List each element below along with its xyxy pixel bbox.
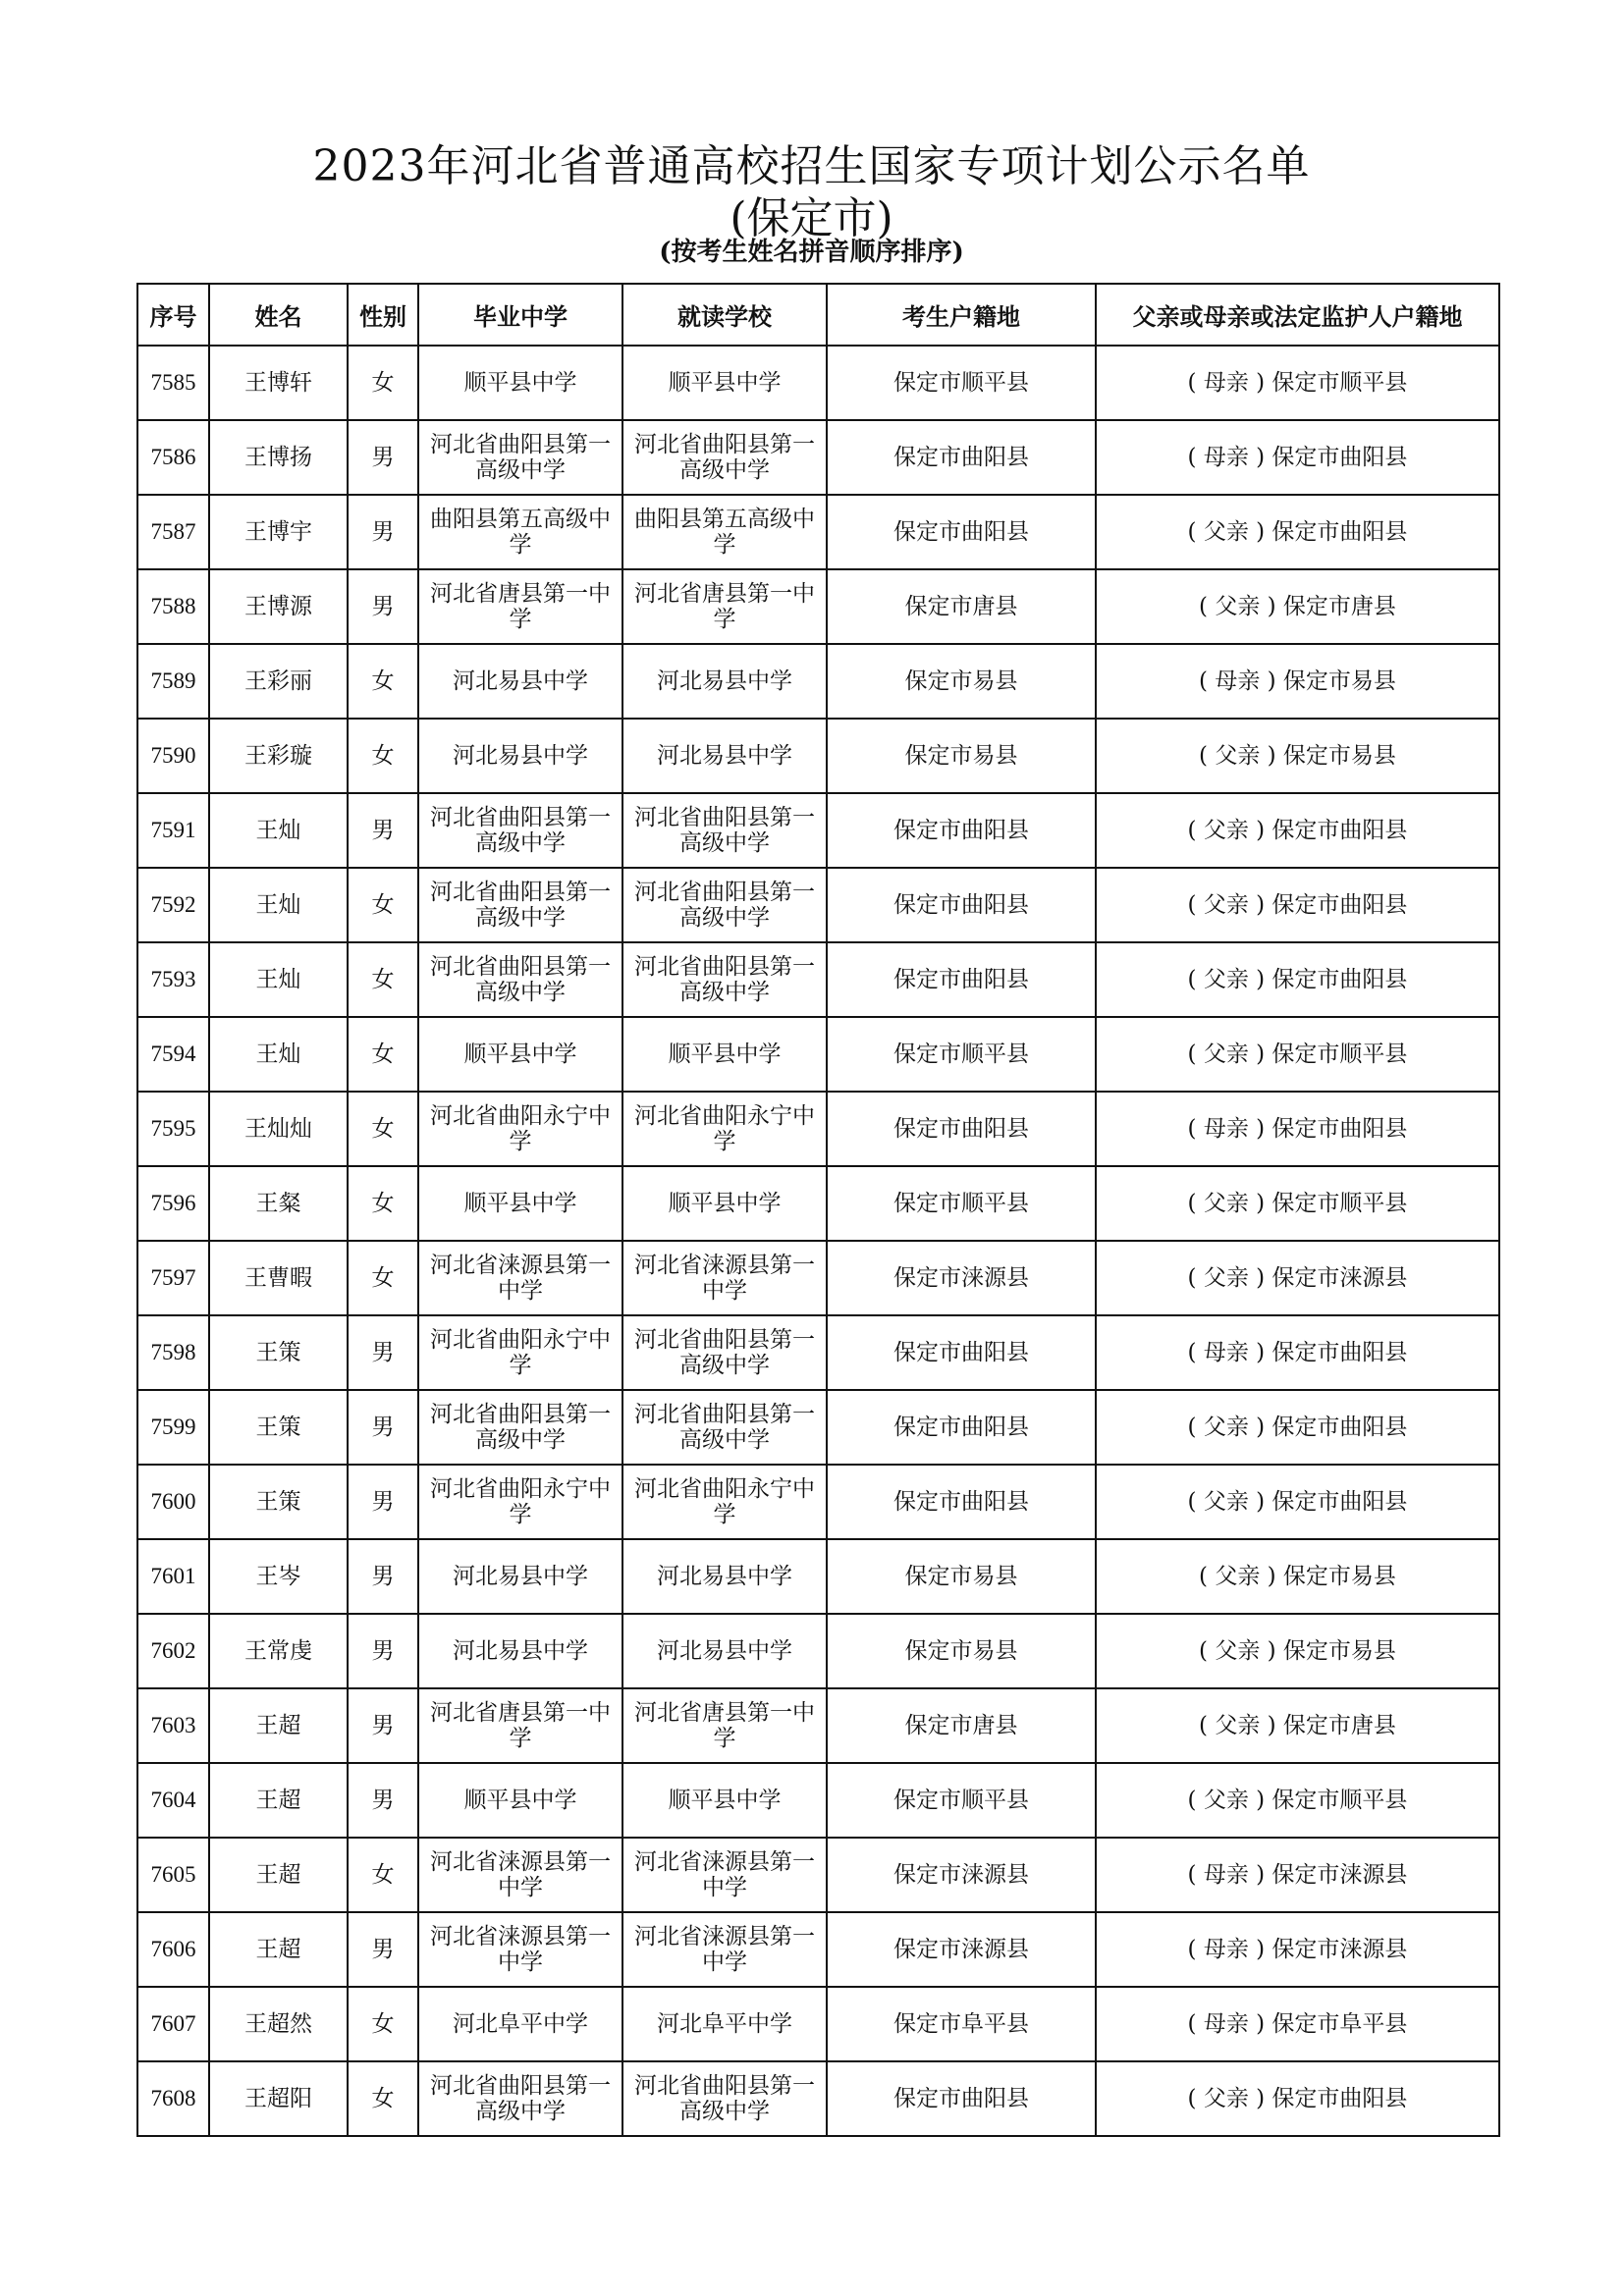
cell-guardian-hukou: ( 母亲 ) 保定市曲阳县 — [1096, 420, 1499, 495]
cell-gender: 男 — [348, 1614, 418, 1688]
table-row — [137, 1539, 1499, 1614]
table-row — [137, 1465, 1499, 1539]
cell-guardian-hukou: ( 父亲 ) 保定市涞源县 — [1096, 1241, 1499, 1315]
cell-guardian-hukou: ( 母亲 ) 保定市曲阳县 — [1096, 1315, 1499, 1390]
cell-study-school: 河北省曲阳永宁中学 — [622, 1465, 827, 1539]
cell-grad-school: 河北省涞源县第一中学 — [418, 1912, 622, 1987]
cell-id: 7608 — [137, 2061, 209, 2136]
cell-name: 王博轩 — [209, 346, 348, 420]
header-grad-school: 毕业中学 — [418, 284, 622, 346]
roster-table — [136, 283, 1500, 2137]
cell-grad-school: 河北易县中学 — [418, 644, 622, 719]
cell-study-school: 河北易县中学 — [622, 1539, 827, 1614]
cell-hukou: 保定市曲阳县 — [827, 1390, 1096, 1465]
cell-id: 7599 — [137, 1390, 209, 1465]
cell-study-school: 曲阳县第五高级中学 — [622, 495, 827, 569]
cell-grad-school: 河北省曲阳县第一高级中学 — [418, 868, 622, 942]
cell-gender: 男 — [348, 569, 418, 644]
table-row — [137, 1987, 1499, 2061]
table-row — [137, 1092, 1499, 1166]
cell-study-school: 河北省涞源县第一中学 — [622, 1912, 827, 1987]
cell-guardian-hukou: ( 母亲 ) 保定市顺平县 — [1096, 346, 1499, 420]
cell-name: 王超 — [209, 1838, 348, 1912]
cell-study-school: 河北省曲阳县第一高级中学 — [622, 793, 827, 868]
cell-name: 王常虔 — [209, 1614, 348, 1688]
cell-guardian-hukou: ( 父亲 ) 保定市易县 — [1096, 1539, 1499, 1614]
cell-study-school: 顺平县中学 — [622, 1166, 827, 1241]
cell-name: 王灿灿 — [209, 1092, 348, 1166]
cell-grad-school: 河北省曲阳永宁中学 — [418, 1092, 622, 1166]
cell-hukou: 保定市易县 — [827, 719, 1096, 793]
cell-grad-school: 河北省曲阳县第一高级中学 — [418, 1390, 622, 1465]
cell-gender: 女 — [348, 1017, 418, 1092]
table-row — [137, 1614, 1499, 1688]
table-row — [137, 1390, 1499, 1465]
cell-name: 王策 — [209, 1315, 348, 1390]
cell-grad-school: 河北省涞源县第一中学 — [418, 1838, 622, 1912]
table-row — [137, 942, 1499, 1017]
cell-gender: 女 — [348, 1838, 418, 1912]
table-row — [137, 346, 1499, 420]
cell-id: 7605 — [137, 1838, 209, 1912]
cell-gender: 男 — [348, 1315, 418, 1390]
cell-grad-school: 河北易县中学 — [418, 719, 622, 793]
cell-study-school: 河北易县中学 — [622, 644, 827, 719]
cell-id: 7597 — [137, 1241, 209, 1315]
cell-hukou: 保定市阜平县 — [827, 1987, 1096, 2061]
cell-guardian-hukou: ( 母亲 ) 保定市涞源县 — [1096, 1912, 1499, 1987]
cell-hukou: 保定市曲阳县 — [827, 868, 1096, 942]
cell-gender: 男 — [348, 1912, 418, 1987]
cell-gender: 男 — [348, 1390, 418, 1465]
table-row — [137, 1688, 1499, 1763]
cell-gender: 男 — [348, 1763, 418, 1838]
cell-guardian-hukou: ( 父亲 ) 保定市唐县 — [1096, 1688, 1499, 1763]
cell-id: 7603 — [137, 1688, 209, 1763]
cell-hukou: 保定市顺平县 — [827, 1763, 1096, 1838]
cell-gender: 女 — [348, 1092, 418, 1166]
table-row — [137, 868, 1499, 942]
cell-study-school: 河北省涞源县第一中学 — [622, 1241, 827, 1315]
cell-id: 7596 — [137, 1166, 209, 1241]
cell-grad-school: 河北省唐县第一中学 — [418, 569, 622, 644]
cell-grad-school: 河北省曲阳永宁中学 — [418, 1465, 622, 1539]
cell-id: 7595 — [137, 1092, 209, 1166]
cell-hukou: 保定市曲阳县 — [827, 942, 1096, 1017]
cell-guardian-hukou: ( 母亲 ) 保定市易县 — [1096, 644, 1499, 719]
cell-hukou: 保定市涞源县 — [827, 1838, 1096, 1912]
cell-grad-school: 顺平县中学 — [418, 346, 622, 420]
cell-hukou: 保定市曲阳县 — [827, 1465, 1096, 1539]
table-row — [137, 1241, 1499, 1315]
cell-study-school: 河北省曲阳县第一高级中学 — [622, 868, 827, 942]
cell-name: 王曹暇 — [209, 1241, 348, 1315]
cell-id: 7607 — [137, 1987, 209, 2061]
cell-name: 王博宇 — [209, 495, 348, 569]
cell-study-school: 河北省曲阳县第一高级中学 — [622, 1390, 827, 1465]
table-row — [137, 420, 1499, 495]
cell-id: 7589 — [137, 644, 209, 719]
cell-study-school: 河北易县中学 — [622, 1614, 827, 1688]
cell-guardian-hukou: ( 父亲 ) 保定市顺平县 — [1096, 1166, 1499, 1241]
cell-grad-school: 顺平县中学 — [418, 1017, 622, 1092]
cell-grad-school: 河北阜平中学 — [418, 1987, 622, 2061]
cell-gender: 男 — [348, 495, 418, 569]
cell-id: 7601 — [137, 1539, 209, 1614]
cell-guardian-hukou: ( 父亲 ) 保定市曲阳县 — [1096, 793, 1499, 868]
cell-study-school: 顺平县中学 — [622, 1017, 827, 1092]
cell-name: 王超 — [209, 1912, 348, 1987]
sort-note: (按考生姓名拼音顺序排序) — [659, 238, 964, 267]
cell-guardian-hukou: ( 父亲 ) 保定市顺平县 — [1096, 1763, 1499, 1838]
cell-id: 7588 — [137, 569, 209, 644]
cell-guardian-hukou: ( 母亲 ) 保定市阜平县 — [1096, 1987, 1499, 2061]
header-hukou: 考生户籍地 — [827, 284, 1096, 346]
cell-name: 王博源 — [209, 569, 348, 644]
cell-hukou: 保定市顺平县 — [827, 1017, 1096, 1092]
cell-gender: 女 — [348, 2061, 418, 2136]
cell-guardian-hukou: ( 父亲 ) 保定市曲阳县 — [1096, 1390, 1499, 1465]
header-row — [137, 284, 1499, 346]
cell-hukou: 保定市曲阳县 — [827, 793, 1096, 868]
cell-name: 王超然 — [209, 1987, 348, 2061]
cell-name: 王超阳 — [209, 2061, 348, 2136]
cell-gender: 女 — [348, 868, 418, 942]
cell-id: 7594 — [137, 1017, 209, 1092]
cell-grad-school: 河北省唐县第一中学 — [418, 1688, 622, 1763]
document-subtitle: (保定市) — [730, 193, 893, 243]
header-guardian-hukou: 父亲或母亲或法定监护人户籍地 — [1096, 284, 1499, 346]
table-row — [137, 495, 1499, 569]
cell-grad-school: 河北省曲阳县第一高级中学 — [418, 2061, 622, 2136]
cell-gender: 女 — [348, 719, 418, 793]
cell-study-school: 河北省唐县第一中学 — [622, 1688, 827, 1763]
table-row — [137, 1912, 1499, 1987]
cell-id: 7591 — [137, 793, 209, 868]
cell-hukou: 保定市易县 — [827, 1539, 1096, 1614]
cell-guardian-hukou: ( 父亲 ) 保定市顺平县 — [1096, 1017, 1499, 1092]
cell-guardian-hukou: ( 父亲 ) 保定市曲阳县 — [1096, 942, 1499, 1017]
cell-hukou: 保定市唐县 — [827, 569, 1096, 644]
cell-gender: 女 — [348, 1166, 418, 1241]
header-gender: 性别 — [348, 284, 418, 346]
cell-grad-school: 河北省曲阳县第一高级中学 — [418, 793, 622, 868]
cell-grad-school: 河北省曲阳永宁中学 — [418, 1315, 622, 1390]
cell-id: 7592 — [137, 868, 209, 942]
cell-study-school: 河北省曲阳县第一高级中学 — [622, 2061, 827, 2136]
cell-grad-school: 河北易县中学 — [418, 1614, 622, 1688]
cell-hukou: 保定市唐县 — [827, 1688, 1096, 1763]
cell-name: 王彩璇 — [209, 719, 348, 793]
cell-name: 王粲 — [209, 1166, 348, 1241]
cell-name: 王博扬 — [209, 420, 348, 495]
cell-gender: 女 — [348, 644, 418, 719]
table-row — [137, 1763, 1499, 1838]
header-id: 序号 — [137, 284, 209, 346]
cell-study-school: 河北省唐县第一中学 — [622, 569, 827, 644]
cell-guardian-hukou: ( 父亲 ) 保定市易县 — [1096, 1614, 1499, 1688]
cell-name: 王灿 — [209, 1017, 348, 1092]
cell-name: 王彩丽 — [209, 644, 348, 719]
header-study-school: 就读学校 — [622, 284, 827, 346]
cell-id: 7590 — [137, 719, 209, 793]
cell-study-school: 河北省曲阳县第一高级中学 — [622, 420, 827, 495]
table-row — [137, 793, 1499, 868]
cell-hukou: 保定市涞源县 — [827, 1912, 1096, 1987]
cell-name: 王超 — [209, 1688, 348, 1763]
table-row — [137, 1166, 1499, 1241]
cell-hukou: 保定市顺平县 — [827, 346, 1096, 420]
cell-gender: 女 — [348, 942, 418, 1017]
cell-grad-school: 河北省曲阳县第一高级中学 — [418, 420, 622, 495]
cell-name: 王灿 — [209, 793, 348, 868]
cell-gender: 女 — [348, 1241, 418, 1315]
cell-guardian-hukou: ( 父亲 ) 保定市曲阳县 — [1096, 1465, 1499, 1539]
cell-id: 7598 — [137, 1315, 209, 1390]
table-row — [137, 719, 1499, 793]
cell-guardian-hukou: ( 父亲 ) 保定市曲阳县 — [1096, 2061, 1499, 2136]
cell-grad-school: 河北省曲阳县第一高级中学 — [418, 942, 622, 1017]
cell-hukou: 保定市顺平县 — [827, 1166, 1096, 1241]
cell-gender: 男 — [348, 420, 418, 495]
cell-gender: 男 — [348, 1465, 418, 1539]
cell-hukou: 保定市易县 — [827, 1614, 1096, 1688]
cell-study-school: 顺平县中学 — [622, 1763, 827, 1838]
cell-gender: 女 — [348, 346, 418, 420]
cell-id: 7586 — [137, 420, 209, 495]
cell-id: 7585 — [137, 346, 209, 420]
table-row — [137, 1017, 1499, 1092]
cell-guardian-hukou: ( 母亲 ) 保定市涞源县 — [1096, 1838, 1499, 1912]
cell-hukou: 保定市曲阳县 — [827, 1315, 1096, 1390]
cell-id: 7593 — [137, 942, 209, 1017]
cell-hukou: 保定市涞源县 — [827, 1241, 1096, 1315]
cell-study-school: 顺平县中学 — [622, 346, 827, 420]
cell-study-school: 河北易县中学 — [622, 719, 827, 793]
cell-hukou: 保定市曲阳县 — [827, 1092, 1096, 1166]
cell-study-school: 河北省曲阳县第一高级中学 — [622, 942, 827, 1017]
table-row — [137, 1838, 1499, 1912]
cell-guardian-hukou: ( 父亲 ) 保定市易县 — [1096, 719, 1499, 793]
cell-grad-school: 顺平县中学 — [418, 1166, 622, 1241]
cell-guardian-hukou: ( 父亲 ) 保定市曲阳县 — [1096, 868, 1499, 942]
cell-hukou: 保定市曲阳县 — [827, 495, 1096, 569]
cell-grad-school: 河北易县中学 — [418, 1539, 622, 1614]
cell-guardian-hukou: ( 母亲 ) 保定市曲阳县 — [1096, 1092, 1499, 1166]
cell-study-school: 河北省曲阳县第一高级中学 — [622, 1315, 827, 1390]
cell-study-school: 河北阜平中学 — [622, 1987, 827, 2061]
table-row — [137, 2061, 1499, 2136]
cell-guardian-hukou: ( 父亲 ) 保定市唐县 — [1096, 569, 1499, 644]
cell-id: 7604 — [137, 1763, 209, 1838]
table-row — [137, 569, 1499, 644]
cell-gender: 男 — [348, 1688, 418, 1763]
cell-gender: 女 — [348, 1987, 418, 2061]
cell-gender: 男 — [348, 793, 418, 868]
cell-gender: 男 — [348, 1539, 418, 1614]
cell-grad-school: 河北省涞源县第一中学 — [418, 1241, 622, 1315]
cell-hukou: 保定市曲阳县 — [827, 2061, 1096, 2136]
document-title: 2023年河北省普通高校招生国家专项计划公示名单 — [312, 141, 1311, 191]
cell-name: 王灿 — [209, 942, 348, 1017]
cell-name: 王岑 — [209, 1539, 348, 1614]
cell-name: 王策 — [209, 1390, 348, 1465]
cell-id: 7587 — [137, 495, 209, 569]
cell-id: 7602 — [137, 1614, 209, 1688]
cell-grad-school: 顺平县中学 — [418, 1763, 622, 1838]
table-row — [137, 1315, 1499, 1390]
cell-name: 王灿 — [209, 868, 348, 942]
cell-hukou: 保定市易县 — [827, 644, 1096, 719]
cell-name: 王策 — [209, 1465, 348, 1539]
cell-id: 7606 — [137, 1912, 209, 1987]
cell-id: 7600 — [137, 1465, 209, 1539]
cell-hukou: 保定市曲阳县 — [827, 420, 1096, 495]
cell-grad-school: 曲阳县第五高级中学 — [418, 495, 622, 569]
header-name: 姓名 — [209, 284, 348, 346]
cell-guardian-hukou: ( 父亲 ) 保定市曲阳县 — [1096, 495, 1499, 569]
cell-study-school: 河北省曲阳永宁中学 — [622, 1092, 827, 1166]
table-row — [137, 644, 1499, 719]
cell-study-school: 河北省涞源县第一中学 — [622, 1838, 827, 1912]
cell-name: 王超 — [209, 1763, 348, 1838]
